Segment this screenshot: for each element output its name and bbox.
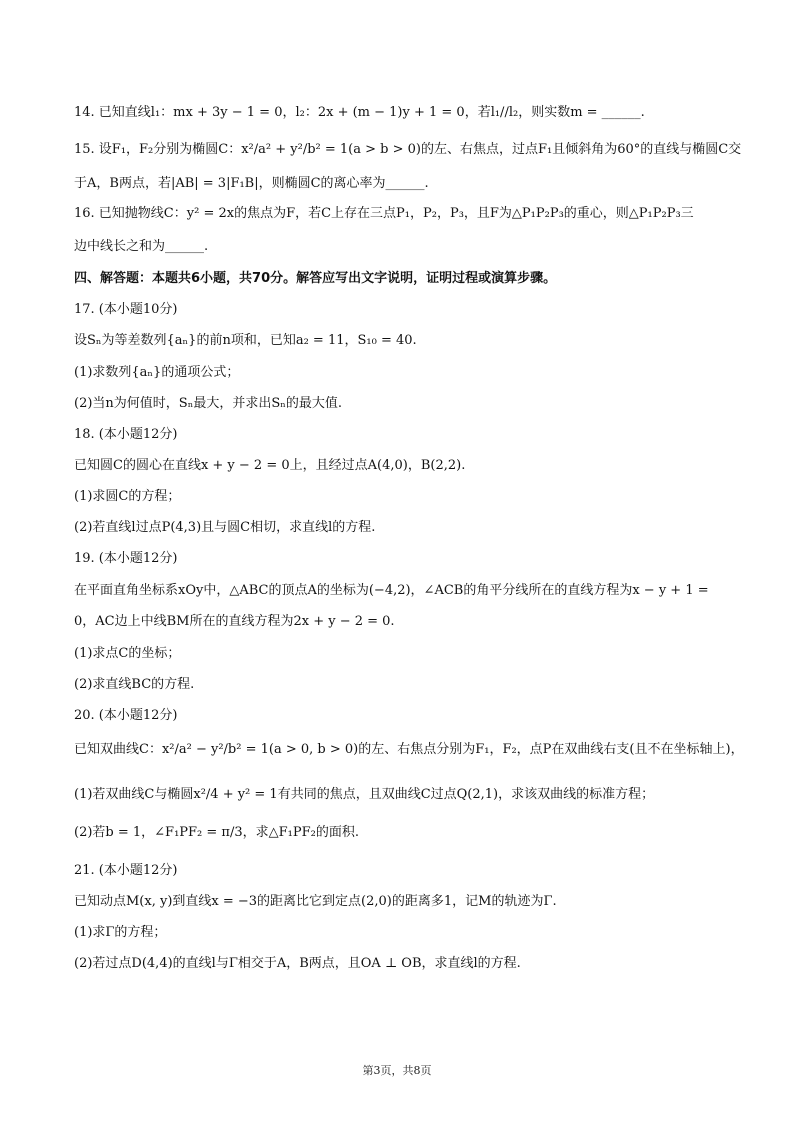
- question-16-line-2: 边中线长之和为______.: [74, 239, 209, 254]
- question-17-part-2: (2)当n为何值时，Sₙ最大，并求出Sₙ的最大值.: [74, 396, 342, 411]
- question-18-header: 18. (本小题12分): [74, 427, 178, 442]
- question-21-part-2: (2)若过点D(4,4)的直线l与Γ相交于A，B两点，且OA ⊥ OB，求直线l的方程.: [74, 956, 521, 971]
- question-19-header: 19. (本小题12分): [74, 551, 178, 566]
- question-19-part-2: (2)求直线BC的方程.: [74, 677, 195, 692]
- question-20-part-2: (2)若b = 1，∠F₁PF₂ = π/3，求△F₁PF₂的面积.: [74, 825, 359, 840]
- question-15-line-1: 15. 设F₁，F₂分别为椭圆C：x²/a² + y²/b² = 1(a > b > 0)的左、右焦点，过点F₁且倾斜角为60°的直线与椭圆C交: [74, 142, 742, 157]
- question-18-stem: 已知圆C的圆心在直线x + y − 2 = 0上，且经过点A(4,0)，B(2,2).: [74, 458, 466, 473]
- question-15-line-2: 于A，B两点，若|AB| = 3|F₁B|，则椭圆C的离心率为______.: [74, 176, 429, 191]
- question-16-line-1: 16. 已知抛物线C：y² = 2x的焦点为F，若C上存在三点P₁，P₂，P₃，且F为△P₁P₂P₃的重心，则△P₁P₂P₃三: [74, 206, 694, 221]
- question-19-stem-1: 在平面直角坐标系xOy中，△ABC的顶点A的坐标为(−4,2)，∠ACB的角平分线所在的直线方程为x − y + 1 =: [74, 583, 709, 598]
- question-17-stem: 设Sₙ为等差数列{aₙ}的前n项和，已知a₂ = 11，S₁₀ = 40.: [74, 333, 417, 348]
- question-19-part-1: (1)求点C的坐标；: [74, 646, 181, 661]
- page-footer: 第3页，共8页: [362, 1064, 432, 1077]
- question-17-header: 17. (本小题10分): [74, 302, 178, 317]
- question-18-part-2: (2)若直线l过点P(4,3)且与圆C相切，求直线l的方程.: [74, 520, 376, 535]
- question-17-part-1: (1)求数列{aₙ}的通项公式；: [74, 365, 240, 380]
- question-21-stem: 已知动点M(x, y)到直线x = −3的距离比它到定点(2,0)的距离多1，记M的轨迹为Γ.: [74, 894, 557, 909]
- question-21-header: 21. (本小题12分): [74, 863, 178, 878]
- question-19-stem-2: 0，AC边上中线BM所在的直线方程为2x + y − 2 = 0.: [74, 614, 395, 629]
- question-20-stem: 已知双曲线C：x²/a² − y²/b² = 1(a > 0, b > 0)的左、右焦点分别为F₁，F₂，点P在双曲线右支(且不在坐标轴上)，: [74, 742, 744, 757]
- question-20-part-1: (1)若双曲线C与椭圆x²/4 + y² = 1有共同的焦点，且双曲线C过点Q(2,1)，求该双曲线的标准方程；: [74, 787, 655, 802]
- question-14: 14. 已知直线l₁：mx + 3y − 1 = 0，l₂：2x + (m − 1)y + 1 = 0，若l₁//l₂，则实数m = ______.: [74, 105, 645, 120]
- question-21-part-1: (1)求Γ的方程；: [74, 925, 167, 940]
- question-18-part-1: (1)求圆C的方程；: [74, 489, 181, 504]
- section-heading: 四、解答题：本题共6小题，共70分。解答应写出文字说明，证明过程或演算步骤。: [74, 271, 557, 286]
- question-20-header: 20. (本小题12分): [74, 708, 178, 723]
